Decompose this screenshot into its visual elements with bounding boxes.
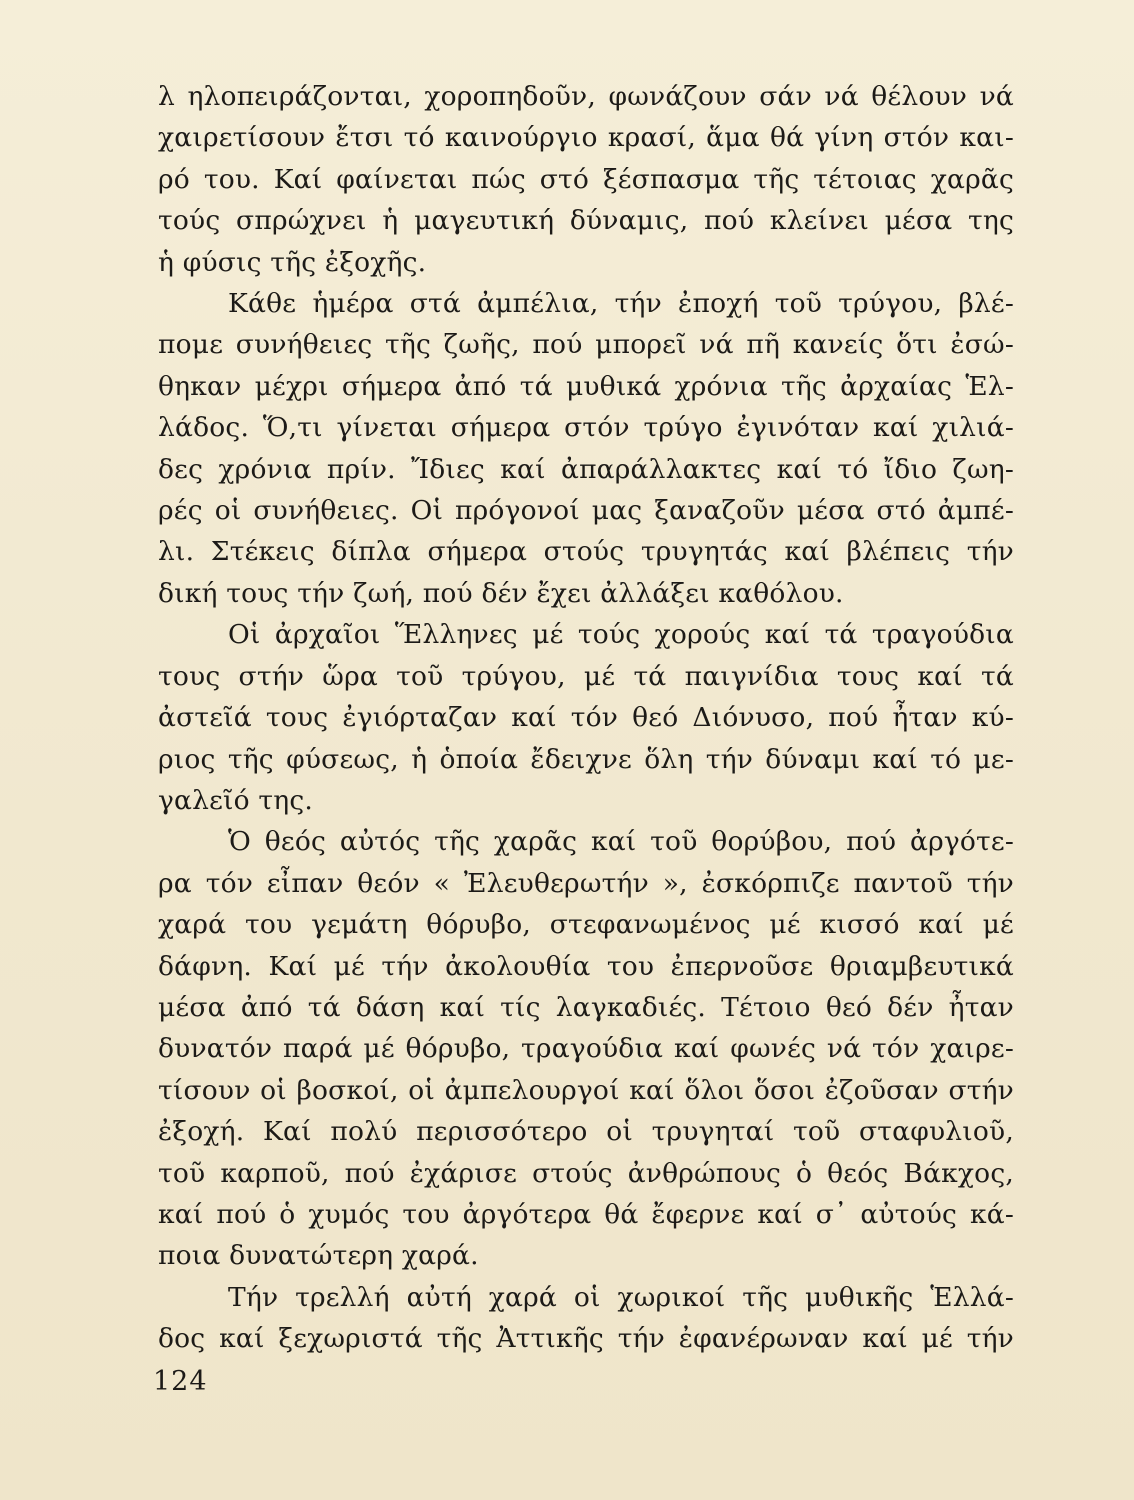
text-line: θηκαν μέχρι σήμερα ἀπό τά μυθικά χρόνια τῆς ἀρχαίας Ἑλ- bbox=[158, 370, 1014, 402]
text-line: ριος τῆς φύσεως, ἡ ὁποία ἔδειχνε ὅλη τήν δύναμι καί τό με- bbox=[158, 743, 1014, 775]
text-line: μέσα ἀπό τά δάση καί τίς λαγκαδιές. Τέτοιο θεό δέν ἦταν bbox=[158, 991, 1014, 1023]
text-line: χαρά του γεμάτη θόρυβο, στεφανωμένος μέ κισσό καί μέ bbox=[158, 909, 1014, 941]
text-line: πομε συνήθειες τῆς ζωῆς, πού μπορεῖ νά πῆ κανείς ὅτι ἐσώ- bbox=[158, 329, 1014, 361]
text-line: ἀστεῖά τους ἐγιόρταζαν καί τόν θεό Διόνυσο, πού ἦταν κύ- bbox=[158, 702, 1014, 734]
text-line: τους στήν ὥρα τοῦ τρύγου, μέ τά παιγνίδια τους καί τά bbox=[158, 660, 1014, 692]
paragraph-first-line: Τήν τρελλή αὐτή χαρά οἱ χωρικοί τῆς μυθικῆς Ἑλλά- bbox=[228, 1281, 1014, 1313]
text-line: χαιρετίσουν ἔτσι τό καινούργιο κρασί, ἅμα θά γίνη στόν και- bbox=[158, 122, 1014, 154]
text-line: δος καί ξεχωριστά τῆς Ἀττικῆς τήν ἐφανέρωναν καί μέ τήν bbox=[158, 1323, 1014, 1355]
text-line: δες χρόνια πρίν. Ἴδιες καί ἀπαράλλακτες καί τό ἴδιο ζωη- bbox=[158, 453, 1014, 485]
paragraph-first-line: Οἱ ἀρχαῖοι Ἕλληνες μέ τούς χορούς καί τά τραγούδια bbox=[228, 619, 1014, 651]
text-line: λ ηλοπειράζονται, χοροπηδοῦν, φωνάζουν σάν νά θέλουν νά bbox=[158, 81, 1014, 112]
body-text bbox=[158, 76, 1014, 1360]
text-line: ρα τόν εἶπαν θεόν « Ἐλευθερωτήν », ἐσκόρπιζε παντοῦ τήν bbox=[158, 867, 1014, 899]
text-line: δάφνη. Καί μέ τήν ἀκολουθία του ἐπερνοῦσε θριαμβευτικά bbox=[158, 950, 1014, 982]
text-line: τούς σπρώχνει ἡ μαγευτική δύναμις, πού κλείνει μέσα της bbox=[158, 205, 1014, 237]
page-number: 124 bbox=[153, 1366, 208, 1397]
text-line: τοῦ καρποῦ, πού ἐχάρισε στούς ἀνθρώπους ὁ θεός Βάκχος, bbox=[158, 1157, 1014, 1189]
text-line: ποια δυνατώτερη χαρά. bbox=[158, 1240, 479, 1272]
text-line: τίσουν οἱ βοσκοί, οἱ ἀμπελουργοί καί ὅλοι ὅσοι ἐζοῦσαν στήν bbox=[158, 1074, 1014, 1106]
text-line: ἡ φύσις τῆς ἐξοχῆς. bbox=[158, 246, 427, 278]
paragraph-first-line: Ὁ θεός αὐτός τῆς χαρᾶς καί τοῦ θορύβου, πού ἀργότε- bbox=[228, 826, 1014, 858]
text-line: ρό του. Καί φαίνεται πώς στό ξέσπασμα τῆς τέτοιας χαρᾶς bbox=[158, 163, 1014, 195]
text-line: δική τους τήν ζωή, πού δέν ἔχει ἀλλάξει καθόλου. bbox=[158, 577, 844, 609]
text-line: καί πού ὁ χυμός του ἀργότερα θά ἔφερνε καί σ᾿ αὐτούς κά- bbox=[158, 1198, 1014, 1230]
paragraph-first-line: Κάθε ἡμέρα στά ἀμπέλια, τήν ἐποχή τοῦ τρύγου, βλέ- bbox=[228, 288, 1014, 320]
text-line: δυνατόν παρά μέ θόρυβο, τραγούδια καί φωνές νά τόν χαιρε- bbox=[158, 1033, 1014, 1065]
text-line: ρές οἱ συνήθειες. Οἱ πρόγονοί μας ξαναζοῦν μέσα στό ἀμπέ- bbox=[158, 495, 1014, 527]
text-line: ἐξοχή. Καί πολύ περισσότερο οἱ τρυγηταί τοῦ σταφυλιοῦ, bbox=[158, 1116, 1014, 1148]
text-line: λι. Στέκεις δίπλα σήμερα στούς τρυγητάς καί βλέπεις τήν bbox=[158, 536, 1014, 568]
text-line: γαλεῖό της. bbox=[158, 784, 314, 816]
text-line: λάδος. Ὅ,τι γίνεται σήμερα στόν τρύγο ἐγινόταν καί χιλιά- bbox=[158, 412, 1014, 444]
